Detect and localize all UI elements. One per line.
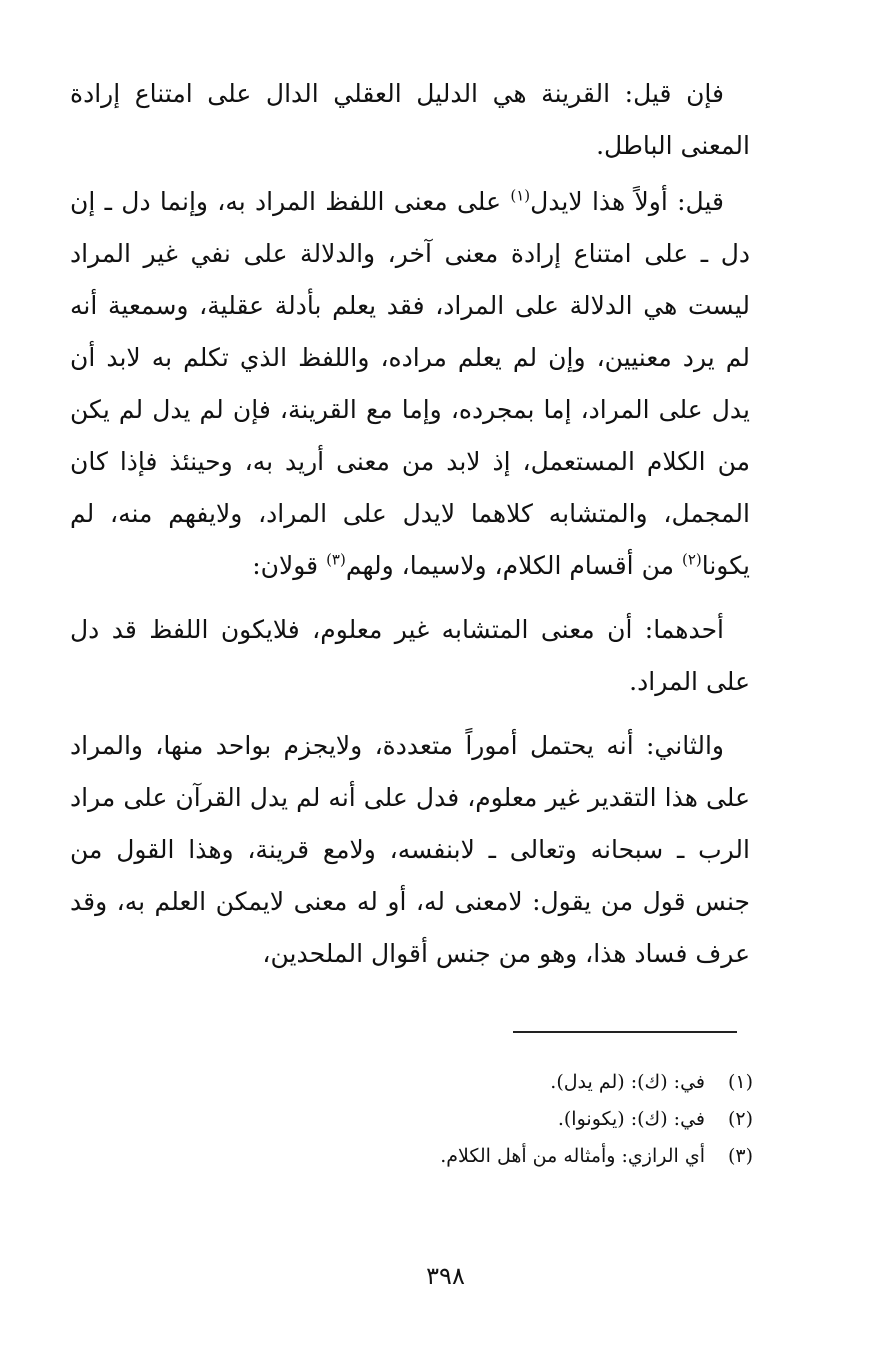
page-number: ٣٩٨ (426, 1262, 465, 1290)
footnotes (200, 1064, 753, 1175)
footnote-marker[interactable]: (١) (510, 186, 531, 205)
paragraph (70, 176, 750, 592)
footnote-item (200, 1138, 753, 1175)
footnote-marker[interactable]: (٢) (681, 550, 702, 569)
paragraph-text: والثاني: أنه يحتمل أموراً متعددة، ولايجزم بواحد منها، والمراد على هذا التقدير غير معلوم، فدل على أنه لم يدل القرآن على مراد الرب ـ سبحانه وتعالى ـ لابنفسه، ولامع قرينة، وهذا القول من جنس قول من يقول: لامعنى له، أو له معنى لايمكن العلم به، وقد عرف فساد هذا، وهو من جنس أقوال الملحدين، (70, 731, 750, 968)
paragraph-text: من أقسام الكلام، ولاسيما، ولهم (345, 551, 682, 580)
footnote-number: (٣) (727, 1145, 753, 1167)
paragraph (70, 68, 750, 172)
paragraph (70, 720, 750, 980)
footnote-text: في: (ك): (يكونوا). (557, 1108, 705, 1130)
footnote-number: (٢) (727, 1108, 753, 1130)
paragraph-text: فإن قيل: القرينة هي الدليل العقلي الدال على امتناع إرادة المعنى الباطل. (70, 79, 750, 160)
footnote-item (200, 1064, 753, 1101)
footnote-number: (١) (727, 1071, 753, 1093)
paragraph-text: على معنى اللفظ المراد به، وإنما دل ـ إن دل ـ على امتناع إرادة معنى آخر، والدلالة على نفي غير المراد ليست هي الدلالة على المراد، فقد يعلم بأدلة عقلية، وسمعية أنه لم يرد معنيين، وإن لم يعلم مراده، واللفظ الذي تكلم به لابد أن يدل على المراد، إما بمجرده، وإما مع القرينة، فإن لم يدل لم يكن من الكلام المستعمل، إذ لابد من معنى أريد به، وحينئذ فإذا كان المجمل، والمتشابه كلاهما لايدل على المراد، ولايفهم منه، لم يكونا (70, 187, 750, 580)
footnote-text: في: (ك): (لم يدل). (550, 1071, 705, 1093)
footnote-divider (513, 1031, 737, 1033)
paragraph-text: قيل: أولاً هذا لايدل (530, 187, 724, 216)
footnote-item (200, 1101, 753, 1138)
paragraph (70, 604, 750, 708)
paragraph-text: قولان: (252, 551, 327, 580)
paragraph-text: أحدهما: أن معنى المتشابه غير معلوم، فلايكون اللفظ قد دل على المراد. (70, 615, 750, 696)
footnote-marker[interactable]: (٣) (326, 550, 346, 569)
main-text (70, 68, 750, 992)
footnote-text: أي الرازي: وأمثاله من أهل الكلام. (440, 1145, 705, 1167)
